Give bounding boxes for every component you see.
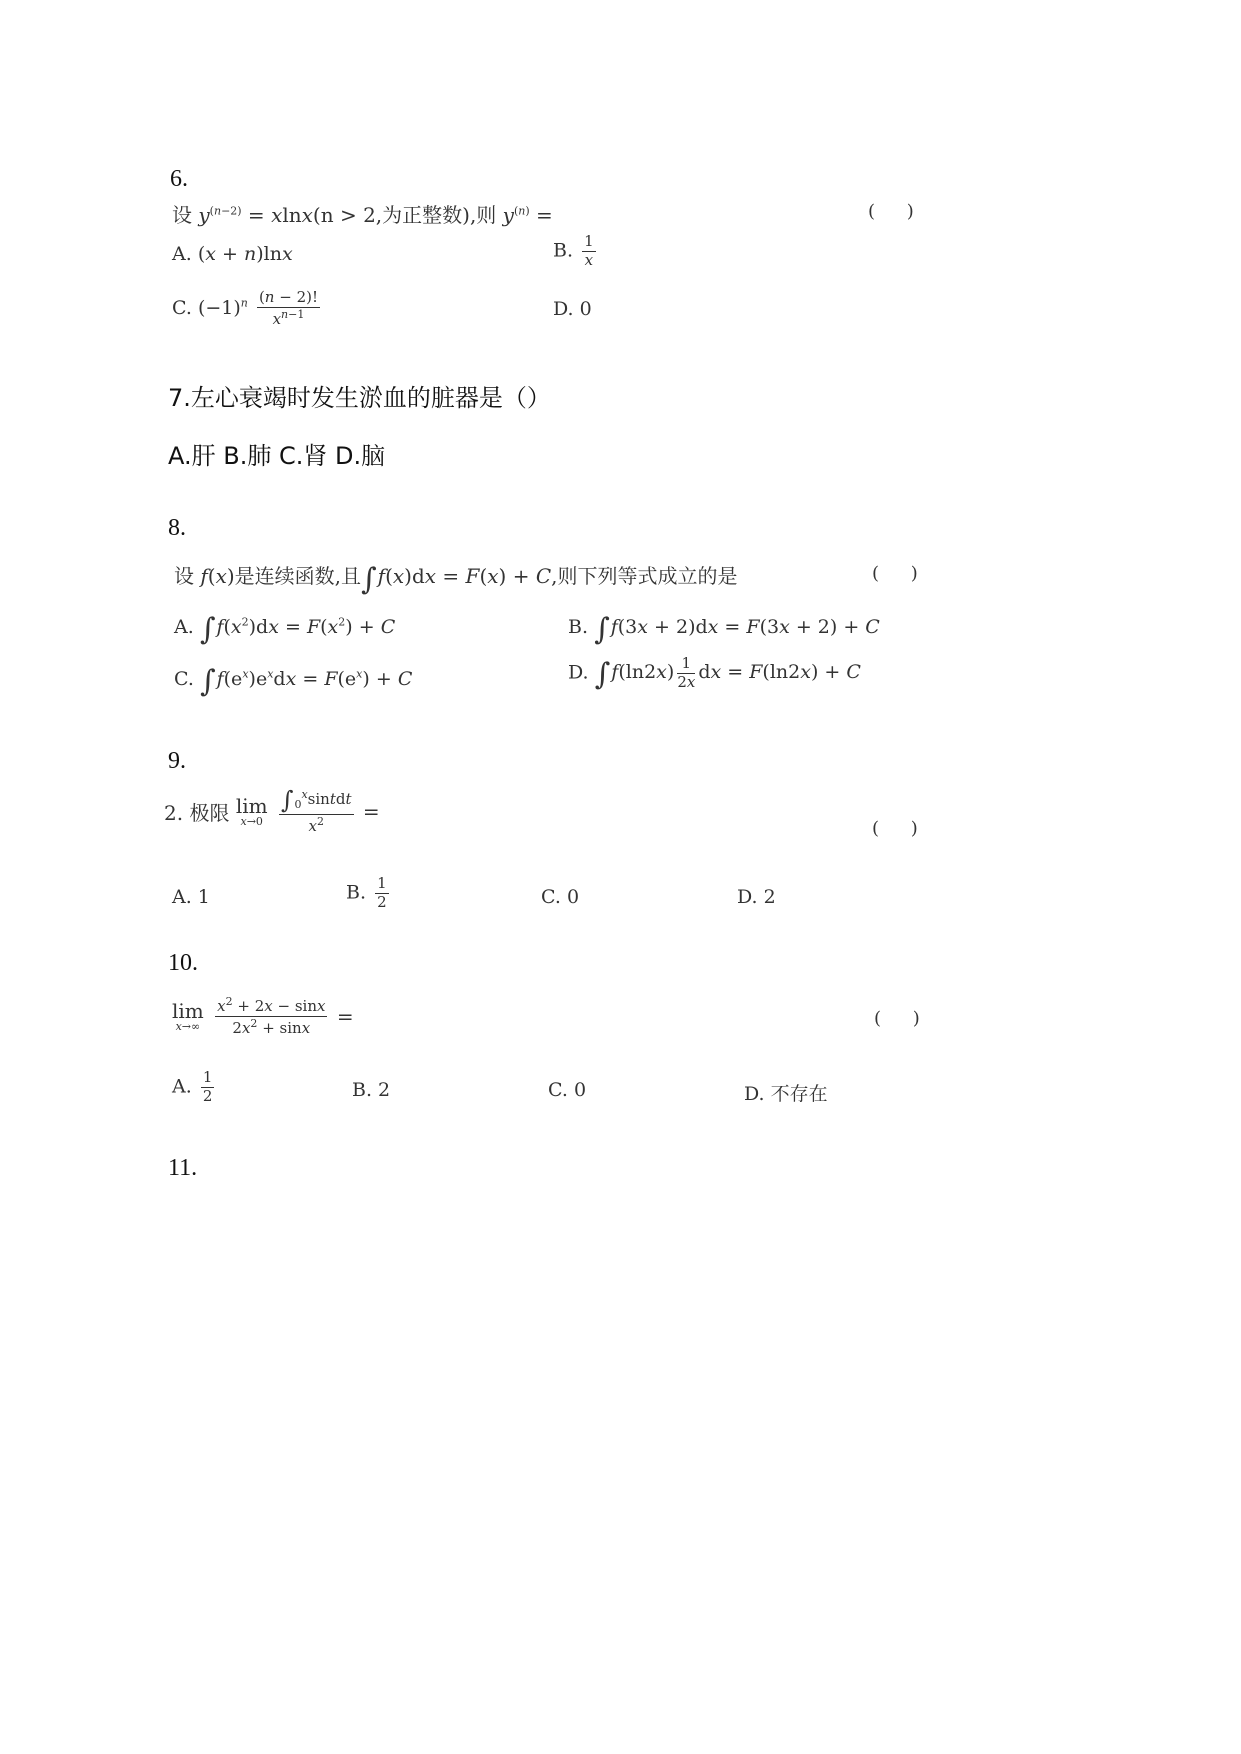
question-8-stem-prefix: 设 <box>174 564 194 588</box>
option-d-label: D. <box>553 298 574 320</box>
question-8-integral: ∫f(x)dx = F(x) + C <box>361 562 552 597</box>
option-b-fraction: $\frac{1}{x}$ <box>584 232 594 269</box>
question-8-option-d <box>568 656 861 692</box>
question-10-answer-paren: ( ) <box>874 1008 920 1029</box>
option-c-formula: $\int f(e^x)e^xdx = F(e^x) + C$ <box>199 664 413 699</box>
option-a-formula: $\int f(x^2)dx = F(x^2) + C$ <box>199 612 396 647</box>
question-6-number: 6. <box>170 166 188 192</box>
question-8-stem-middle: 是连续函数,且 <box>234 564 362 588</box>
option-a-label: A. <box>172 1075 192 1098</box>
question-9-fraction: $\frac{\int_0^xsintdt}{x^2}$ <box>280 786 352 836</box>
question-10-equals: = <box>336 1004 354 1029</box>
question-9-option-b <box>346 876 392 911</box>
question-7-options: A.肝 B.肺 C.肾 D.脑 <box>168 442 386 470</box>
question-10-option-b: B. 2 <box>352 1079 391 1101</box>
option-b-label: B. <box>346 881 367 904</box>
question-8-option-b <box>568 612 880 647</box>
option-a-fraction: $\frac{1}{2}$ <box>202 1068 213 1105</box>
question-10-fraction: $\frac{x^2 + 2x - \sin x}{2x^2 + \sin x}$ <box>217 995 326 1037</box>
question-6-answer-paren: ( ) <box>868 201 914 222</box>
option-a-formula: (x + n)lnx <box>197 243 293 265</box>
question-7-stem: 7.左心衰竭时发生淤血的脏器是（） <box>168 384 551 412</box>
question-9-option-d: D. 2 <box>737 886 776 908</box>
question-10-stem <box>172 996 354 1037</box>
question-9-stem-prefix: 2. 极限 <box>164 800 230 825</box>
option-b-fraction: $\frac{1}{2}$ <box>377 874 387 911</box>
question-8-option-c <box>174 664 412 699</box>
question-6-condition: (n > 2,为正整数),则 <box>312 203 497 227</box>
question-6-stem <box>172 199 553 228</box>
question-6-option-b <box>553 234 599 269</box>
question-10-option-c: C. 0 <box>548 1079 587 1101</box>
option-d-formula: ∫f(ln2x) $\frac{1}{2x}$ dx = F(ln2x) + C <box>594 654 861 693</box>
question-8-option-a <box>174 612 395 647</box>
question-6-stem-prefix: 设 <box>172 203 192 227</box>
option-b-label: B. <box>553 239 574 262</box>
question-10-number: 10. <box>168 950 198 976</box>
question-9-limit: lim x→0 <box>235 793 268 828</box>
question-10-option-d: D. 不存在 <box>744 1083 828 1105</box>
option-c-label: C. <box>172 296 192 319</box>
question-9-option-c: C. 0 <box>541 886 580 908</box>
option-a-label: A. <box>172 243 192 265</box>
question-9-stem <box>164 788 380 835</box>
question-6-option-c <box>172 290 323 328</box>
question-11-number: 11. <box>168 1155 198 1181</box>
option-b-formula: ∫f(3x + 2)dx = F(3x + 2) + C <box>594 612 880 647</box>
question-9-option-a: A. 1 <box>172 886 210 908</box>
question-8-fx: f(x) <box>200 564 235 588</box>
question-8-stem-suffix: ,则下列等式成立的是 <box>551 564 738 588</box>
question-9-number: 9. <box>168 748 186 774</box>
question-8-answer-paren: ( ) <box>872 563 918 584</box>
question-10-option-a <box>172 1070 217 1105</box>
option-d-label: D. <box>568 661 589 684</box>
question-8-number: 8. <box>168 515 186 541</box>
option-b-label: B. <box>568 616 589 638</box>
question-8-stem <box>174 560 737 597</box>
question-9-equals: = <box>362 799 380 824</box>
option-a-label: A. <box>174 616 194 638</box>
question-6-option-a <box>172 243 293 265</box>
option-c-fraction: $\frac{(n - 2)!}{x^{n-1}}$ <box>258 288 318 328</box>
question-6-target: $y^{(n)}$ = <box>502 203 553 227</box>
option-c-formula: $(-1)^n$ <box>197 296 248 319</box>
question-6-option-d <box>553 298 592 320</box>
option-d-value: 0 <box>579 298 592 320</box>
option-c-label: C. <box>174 668 194 690</box>
question-6-formula: $y^{(n-2)} = xlnx$ <box>198 203 313 227</box>
question-9-answer-paren: ( ) <box>872 818 918 839</box>
question-10-limit: lim x→∞ <box>172 998 204 1033</box>
